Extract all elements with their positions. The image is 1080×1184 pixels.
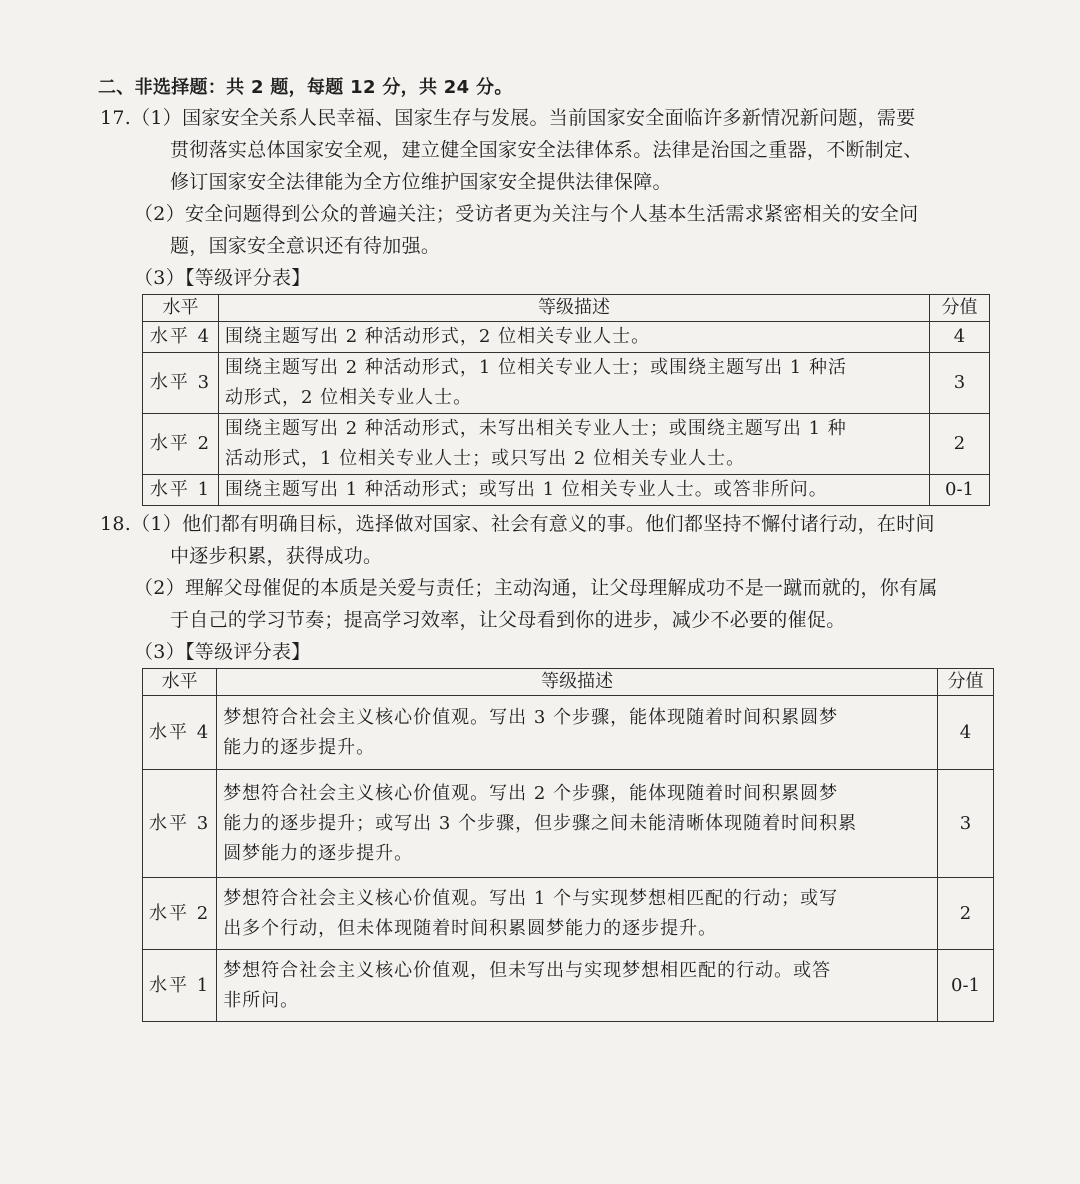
- description-line: 能力的逐步提升；或写出 3 个步骤，但步骤之间未能清晰体现随着时间积累: [223, 812, 858, 834]
- row-description: [217, 696, 938, 770]
- row-level: 水平 2: [143, 414, 219, 475]
- description-line: 非所问。: [223, 989, 300, 1011]
- row-level: 水平 3: [143, 353, 219, 414]
- row-description: [219, 475, 930, 506]
- q17-part1-line2: 贯彻落实总体国家安全观，建立健全国家安全法律体系。法律是治国之重器，不断制定、: [170, 139, 923, 161]
- description-line: 能力的逐步提升。: [223, 736, 376, 758]
- q18-part2-line2: 于自己的学习节奏；提高学习效率，让父母看到你的进步，减少不必要的催促。: [170, 609, 846, 631]
- table-row: [143, 353, 990, 414]
- row-score: 0-1: [938, 950, 994, 1022]
- header-level: 水平: [143, 295, 219, 322]
- row-score: 2: [938, 878, 994, 950]
- row-description: [219, 322, 930, 353]
- row-level: 水平 1: [143, 950, 217, 1022]
- q17-part3-label: （3）【等级评分表】: [134, 267, 311, 289]
- description-line: 出多个行动，但未体现随着时间积累圆梦能力的逐步提升。: [223, 917, 718, 939]
- q17-part2-line2: 题，国家安全意识还有待加强。: [170, 235, 441, 257]
- q18-part1-line2: 中逐步积累，获得成功。: [170, 545, 383, 567]
- row-description: [219, 414, 930, 475]
- row-description: [217, 878, 938, 950]
- description-line: 动形式，2 位相关专业人士。: [225, 387, 473, 408]
- description-line: 活动形式，1 位相关专业人士；或只写出 2 位相关专业人士。: [225, 448, 746, 469]
- table-row: [143, 322, 990, 353]
- header-score: 分值: [930, 295, 990, 322]
- table-row: [143, 475, 990, 506]
- header-score: 分值: [938, 669, 994, 696]
- row-score: 3: [930, 353, 990, 414]
- table-row: [143, 770, 994, 878]
- q17-part1-line1: 17.（1）国家安全关系人民幸福、国家生存与发展。当前国家安全面临许多新情况新问题，需要: [100, 107, 916, 129]
- q18-part3-label: （3）【等级评分表】: [134, 641, 311, 663]
- description-line: 围绕主题写出 1 种活动形式；或写出 1 位相关专业人士。或答非所问。: [225, 479, 828, 500]
- row-score: 4: [938, 696, 994, 770]
- header-level: 水平: [143, 669, 217, 696]
- row-level: 水平 4: [143, 322, 219, 353]
- table-row: [143, 878, 994, 950]
- description-line: 梦想符合社会主义核心价值观。写出 1 个与实现梦想相匹配的行动；或写: [223, 887, 839, 909]
- table-header-row: [143, 669, 994, 696]
- table-header-row: [143, 295, 990, 322]
- description-line: 围绕主题写出 2 种活动形式，2 位相关专业人士。: [225, 326, 651, 347]
- row-level: 水平 1: [143, 475, 219, 506]
- description-line: 梦想符合社会主义核心价值观，但未写出与实现梦想相匹配的行动。或答: [223, 959, 832, 981]
- row-description: [217, 770, 938, 878]
- q17-part1-line3: 修订国家安全法律能为全方位维护国家安全提供法律保障。: [170, 171, 672, 193]
- row-score: 3: [938, 770, 994, 878]
- row-score: 0-1: [930, 475, 990, 506]
- row-score: 4: [930, 322, 990, 353]
- row-level: 水平 3: [143, 770, 217, 878]
- row-score: 2: [930, 414, 990, 475]
- table-row: [143, 414, 990, 475]
- header-description: 等级描述: [219, 295, 930, 322]
- table-row: [143, 950, 994, 1022]
- q18-grading-table: [142, 668, 994, 1022]
- q17-part2-line1: （2）安全问题得到公众的普遍关注；受访者更为关注与个人基本生活需求紧密相关的安全问: [134, 203, 919, 225]
- row-description: [217, 950, 938, 1022]
- description-line: 梦想符合社会主义核心价值观。写出 3 个步骤，能体现随着时间积累圆梦: [223, 706, 839, 728]
- row-description: [219, 353, 930, 414]
- description-line: 圆梦能力的逐步提升。: [223, 842, 414, 864]
- table-row: [143, 696, 994, 770]
- description-line: 围绕主题写出 2 种活动形式，1 位相关专业人士；或围绕主题写出 1 种活: [225, 357, 847, 378]
- q18-part2-line1: （2）理解父母催促的本质是关爱与责任；主动沟通，让父母理解成功不是一蹴而就的，你有属: [134, 577, 938, 599]
- row-level: 水平 4: [143, 696, 217, 770]
- q17-grading-table: [142, 294, 990, 506]
- row-level: 水平 2: [143, 878, 217, 950]
- description-line: 围绕主题写出 2 种活动形式，未写出相关专业人士；或围绕主题写出 1 种: [225, 418, 847, 439]
- q18-part1-line1: 18.（1）他们都有明确目标，选择做对国家、社会有意义的事。他们都坚持不懈付诸行动，在时间: [100, 513, 935, 535]
- section-heading: 二、非选择题：共 2 题，每题 12 分，共 24 分。: [98, 77, 513, 98]
- description-line: 梦想符合社会主义核心价值观。写出 2 个步骤，能体现随着时间积累圆梦: [223, 782, 839, 804]
- header-description: 等级描述: [217, 669, 938, 696]
